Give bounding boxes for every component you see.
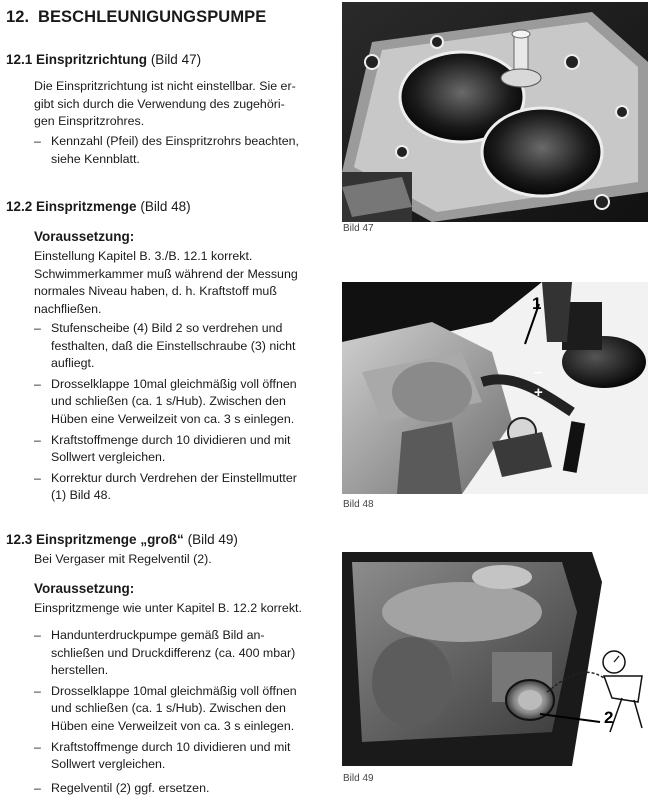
s2-prerequisite-heading: Voraussetzung:	[34, 229, 135, 244]
s3-prerequisite-heading: Voraussetzung:	[34, 581, 135, 596]
list-item	[34, 780, 297, 798]
text-line: Kennzahl (Pfeil) des Einspritzrohrs beachten,	[51, 134, 299, 148]
text-line: Stufenscheibe (4) Bild 2 so verdrehen und	[51, 321, 283, 335]
dash-bullet: –	[34, 683, 41, 698]
figure-47-caption: Bild 47	[343, 223, 374, 234]
s2-bullets	[34, 320, 297, 508]
text-line: Die Einspritzrichtung ist nicht einstellbar. Sie er-	[34, 79, 296, 93]
section-title: BESCHLEUNIGUNGSPUMPE	[37, 8, 267, 26]
regulator-valve-illustration	[342, 552, 648, 766]
text-line: und schließen (ca. 1 s/Hub). Zwischen den	[51, 394, 286, 409]
figure-48-photo	[342, 282, 648, 494]
figure-48-caption: Bild 48	[343, 499, 374, 510]
s3-bullets	[34, 627, 297, 800]
text-line: Regelventil (2) ggf. ersetzen.	[51, 780, 210, 795]
text-line: gibt sich durch die Verwendung des zugehöri-	[34, 96, 285, 111]
dash-bullet: –	[34, 628, 41, 642]
list-item	[34, 739, 297, 774]
text-line: Handunterdruckpumpe gemäß Bild an-	[51, 628, 265, 642]
section-heading	[6, 8, 266, 27]
text-line: Einstellung Kapitel B. 3./B. 12.1 korrekt.	[34, 249, 253, 263]
text-line: Hüben eine Verweilzeit von ca. 3 s einlegen.	[51, 411, 295, 426]
s3-paragraph: Einspritzmenge wie unter Kapitel B. 12.2 korrekt.	[34, 601, 302, 615]
carburetor-flange-illustration	[342, 2, 648, 222]
text-line: und schließen (ca. 1 s/Hub). Zwischen den	[51, 701, 286, 716]
dash-bullet: –	[34, 321, 41, 335]
figure-47-photo	[342, 2, 648, 222]
minus-marker: –	[534, 364, 543, 381]
plus-marker: +	[534, 384, 543, 401]
section-number: 12.	[6, 8, 30, 26]
dash-bullet: –	[34, 739, 41, 754]
list-item	[34, 683, 297, 736]
list-item	[34, 320, 297, 373]
heading-12-1	[6, 52, 201, 67]
heading-title: Einspritzmenge „groß“	[36, 532, 184, 547]
dash-bullet: –	[34, 432, 41, 447]
list-item	[34, 133, 299, 168]
list-item	[34, 470, 297, 505]
heading-ref: (Bild 49)	[187, 532, 238, 547]
heading-ref: (Bild 48)	[140, 199, 191, 214]
dash-bullet: –	[34, 376, 41, 391]
text-line: Schwimmerkammer muß während der Messung	[34, 266, 298, 281]
text-line: Kraftstoffmenge durch 10 dividieren und mit	[51, 432, 291, 447]
text-line: festhalten, daß die Einstellschraube (3) nicht	[51, 338, 296, 353]
list-item	[34, 376, 297, 429]
text-line: schließen und Druckdifferenz (ca. 400 mbar)	[51, 645, 296, 660]
text-line: gen Einspritzrohres.	[34, 114, 145, 129]
heading-number: 12.1	[6, 52, 33, 67]
callout-label-2: 2	[604, 708, 614, 727]
heading-number: 12.3	[6, 532, 33, 547]
heading-number: 12.2	[6, 199, 33, 214]
text-line: herstellen.	[51, 663, 109, 678]
dash-bullet: –	[34, 470, 41, 485]
heading-12-3	[6, 532, 238, 547]
text-line: aufliegt.	[51, 356, 95, 371]
text-line: Sollwert vergleichen.	[51, 757, 166, 772]
figure-49-caption: Bild 49	[343, 773, 374, 784]
text-line: nachfließen.	[34, 301, 102, 316]
dash-bullet: –	[34, 134, 41, 148]
text-line: Drosselklappe 10mal gleichmäßig voll öffnen	[51, 683, 297, 698]
s1-paragraph	[34, 78, 296, 131]
s3-intro: Bei Vergaser mit Regelventil (2).	[34, 552, 212, 566]
text-line: Sollwert vergleichen.	[51, 450, 166, 465]
text-line: Korrektur durch Verdrehen der Einstellmutter	[51, 470, 297, 485]
text-line: (1) Bild 48.	[51, 488, 111, 503]
dash-bullet: –	[34, 780, 41, 795]
s2-paragraph	[34, 248, 298, 318]
text-line: normales Niveau haben, d. h. Kraftstoff muß	[34, 284, 277, 299]
heading-12-2	[6, 199, 191, 214]
list-item	[34, 432, 297, 467]
heading-title: Einspritzrichtung	[36, 52, 148, 67]
s1-bullets	[34, 133, 299, 171]
text-line: Drosselklappe 10mal gleichmäßig voll öffnen	[51, 376, 297, 391]
text-line: Hüben eine Verweilzeit von ca. 3 s einlegen.	[51, 718, 295, 733]
heading-ref: (Bild 47)	[150, 52, 202, 67]
callout-label-1: 1	[532, 294, 542, 313]
text-line: siehe Kennblatt.	[51, 151, 140, 166]
heading-title: Einspritzmenge	[36, 199, 137, 214]
pump-adjustment-illustration	[342, 282, 648, 494]
list-item	[34, 627, 297, 680]
text-line: Kraftstoffmenge durch 10 dividieren und mit	[51, 739, 291, 754]
figure-49-photo	[342, 552, 648, 766]
